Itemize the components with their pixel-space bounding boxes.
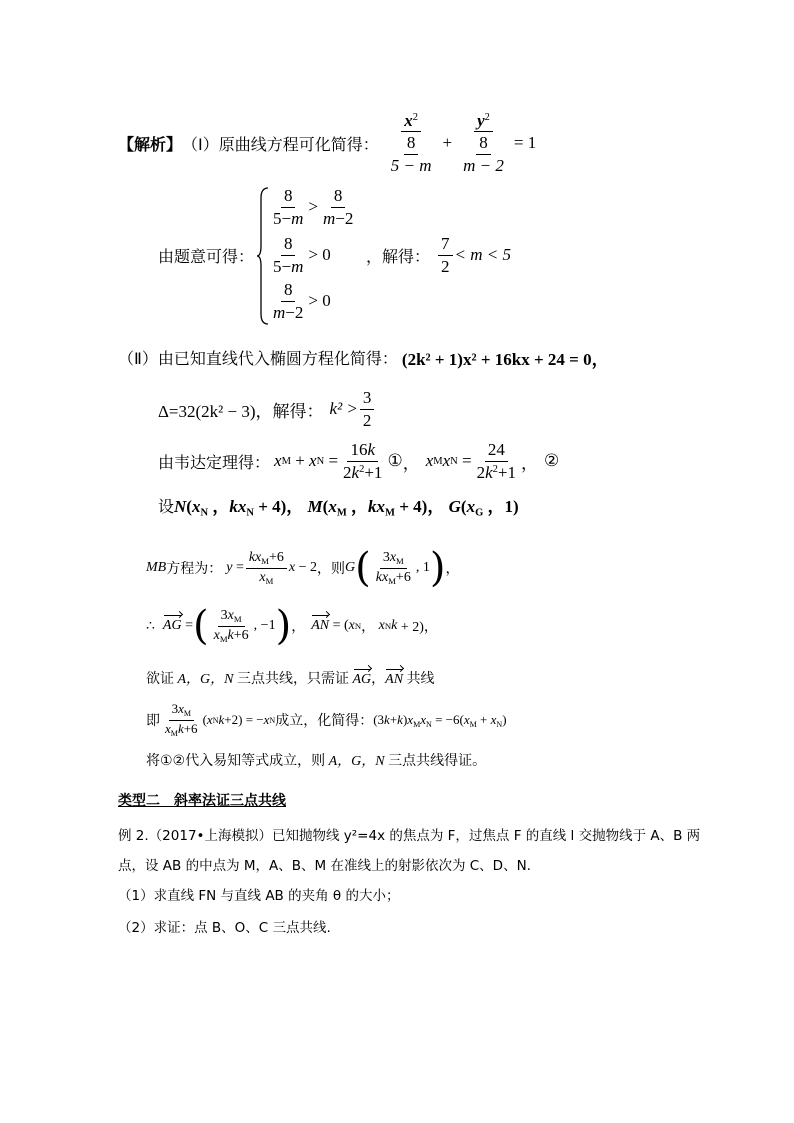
- roman-one: （Ⅰ）: [182, 134, 219, 154]
- condition-label: 由题意可得：: [158, 247, 255, 266]
- ellipse-equation: $\frac{x^2}{\frac{8}{5 - m}}$ + $\frac{y^2}{\frac{8}{m - 2}}$ = 1: [390, 110, 537, 175]
- example-line-2: 点，设 AB 的中点为 M，A、B、M 在准线上的射影依次为 C、D、N.: [118, 858, 531, 874]
- condition-3: $\frac{8}{m-2}$ > 0: [273, 280, 331, 322]
- condition-1: $\frac{8}{5-m}$ > $\frac{8}{m-2}$: [273, 186, 354, 228]
- mb-line: MB 方程为： y = $\frac{kx_M+6}{x_M}$ x − 2 ，则 G ( $\frac{3x_M}{kx_M+6}$ , 1 ) ，: [146, 545, 460, 591]
- vectors-line: ∴ AG = ( $\frac{3x_M}{x_Mk+6}$ , −1 ) ， AN = ( x N ， x N k + 2)，: [146, 603, 438, 649]
- question-1: （1）求直线 FN 与直线 AB 的夹角 θ 的大小；: [118, 888, 400, 904]
- question-2: （2）求证：点 B、O、C 三点共线.: [118, 920, 331, 936]
- condition-2: $\frac{8}{5-m}$ > 0: [273, 234, 331, 276]
- section-title: 类型二 斜率法证三点共线: [118, 793, 286, 809]
- final-line: 将①②代入易知等式成立，则 A，G，N 三点共线得证。: [146, 753, 487, 769]
- solution-label: 【解析】: [118, 134, 183, 154]
- delta-expression: Δ=32(2k² − 3)，解得：: [158, 401, 324, 421]
- example-line-1: 例 2.（2017•上海模拟）已知抛物线 y²=4x 的焦点为 F，过焦点 F 的直线 l 交抛物线于 A、B 两: [118, 828, 701, 844]
- part2-line: （Ⅱ） 由已知直线代入椭圆方程化简得： (2k² + 1)x² + 16kx + 24 = 0，: [118, 345, 609, 370]
- solve-result: ，解得： $\frac{7}{2}$ < m < 5: [366, 234, 511, 276]
- part1-text: 原曲线方程可化简得：: [218, 134, 379, 154]
- quadratic-equation: (2k² + 1)x² + 16kx + 24 = 0，: [401, 350, 609, 369]
- delta-line: Δ=32(2k² − 3)，解得： k² > $\frac{3}{2}$: [158, 388, 376, 430]
- part1-line: [118, 108, 536, 178]
- to-prove-line: 欲证 A，G，N 三点共线，只需证 AG，AN 共线: [146, 671, 435, 687]
- vieta-line: 由韦达定理得： x M + x N = $\frac{16k}{2k^2+1}$ ① ， x M x N = $\frac{24}{2k^2+1}$ ， ②: [158, 440, 560, 482]
- simplify-line: 即 $\frac{3x_M}{x_Mk+6}$ ( x N k +2) = − x N 成立，化简得： $(3k+k)x_Mx_N = -6(x_M + x_N)$: [146, 701, 507, 738]
- set-points-line: 设 $N(x_N$ ，$kx_N + 4$)， $M(x_M$ ，$kx_M + 4$)， $G(x_G$ ，1): [158, 496, 519, 519]
